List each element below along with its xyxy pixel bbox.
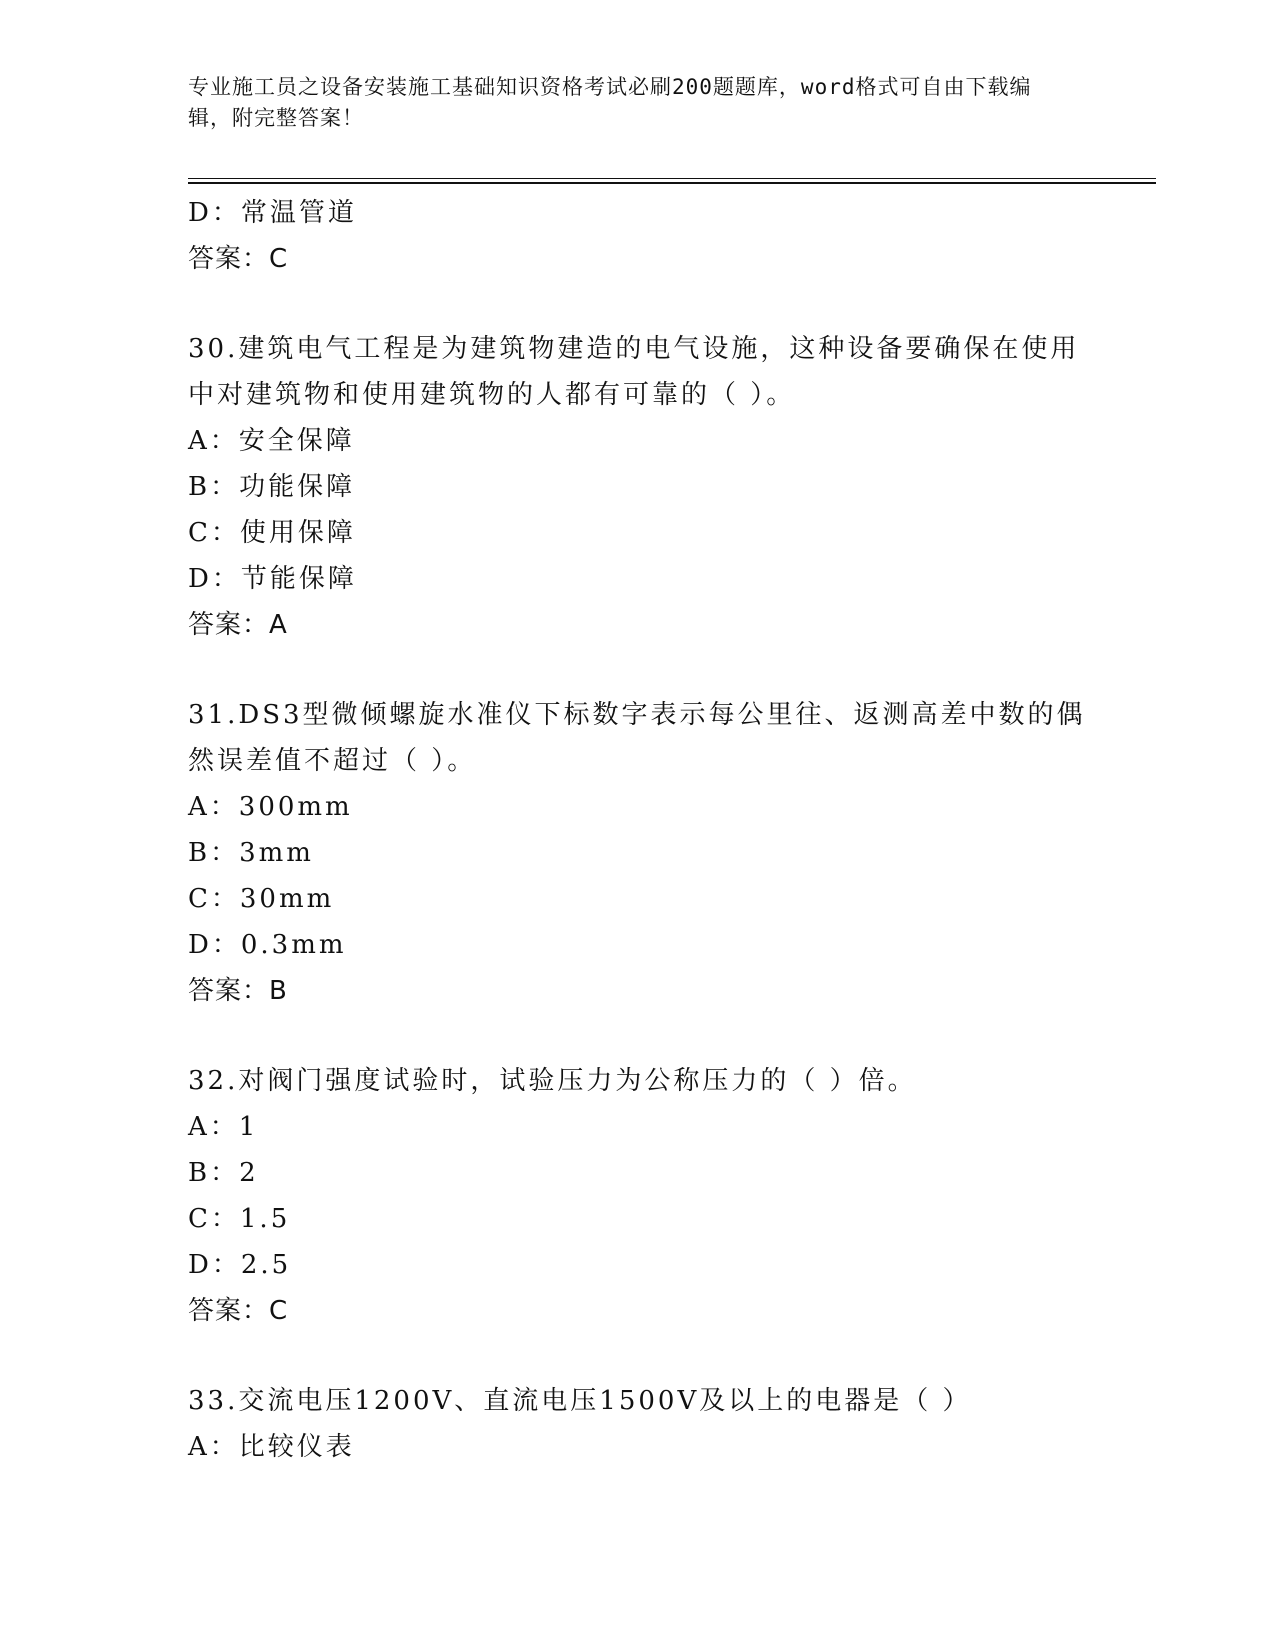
q30-stem-line1: 30.建筑电气工程是为建筑物建造的电气设施，这种设备要确保在使用 bbox=[188, 334, 1080, 364]
q31-option-d: D：0.3mm bbox=[188, 930, 347, 960]
document-header: 专业施工员之设备安装施工基础知识资格考试必刷200题题库，word格式可自由下载编辑，附完整答案！ bbox=[188, 75, 1032, 130]
q32-option-b: B：2 bbox=[188, 1158, 259, 1188]
q32-answer: 答案：C bbox=[188, 1296, 289, 1326]
q29-option-d: D：常温管道 bbox=[188, 198, 357, 228]
q30-stem-line2: 中对建筑物和使用建筑物的人都有可靠的（ ）。 bbox=[188, 380, 796, 410]
q31-option-a: A：300mm bbox=[188, 792, 353, 822]
q33-option-a: A：比较仪表 bbox=[188, 1432, 355, 1462]
q31-answer: 答案：B bbox=[188, 976, 288, 1006]
question-content bbox=[188, 190, 1088, 1470]
header-rule-thick bbox=[188, 182, 1156, 184]
q30-option-c: C：使用保障 bbox=[188, 518, 356, 548]
q33-stem-line1: 33.交流电压1200V、直流电压1500V及以上的电器是（ ） bbox=[188, 1386, 972, 1416]
q32-stem-line1: 32.对阀门强度试验时，试验压力为公称压力的（ ）倍。 bbox=[188, 1066, 917, 1096]
q31-option-b: B：3mm bbox=[188, 838, 314, 868]
q31-option-c: C：30mm bbox=[188, 884, 335, 914]
q31-stem-line1: 31.DS3型微倾螺旋水准仪下标数字表示每公里往、返测高差中数的偶 bbox=[188, 700, 1086, 730]
q32-option-c: C：1.5 bbox=[188, 1204, 291, 1234]
q29-answer: 答案：C bbox=[188, 244, 289, 274]
q30-option-d: D：节能保障 bbox=[188, 564, 357, 594]
header-rule-thin bbox=[188, 178, 1156, 179]
q32-option-a: A：1 bbox=[188, 1112, 259, 1142]
q30-option-b: B：功能保障 bbox=[188, 472, 356, 502]
q31-stem-line2: 然误差值不超过（ ）。 bbox=[188, 746, 477, 776]
q30-answer: 答案：A bbox=[188, 610, 288, 640]
q32-option-d: D：2.5 bbox=[188, 1250, 292, 1280]
q30-option-a: A：安全保障 bbox=[188, 426, 355, 456]
